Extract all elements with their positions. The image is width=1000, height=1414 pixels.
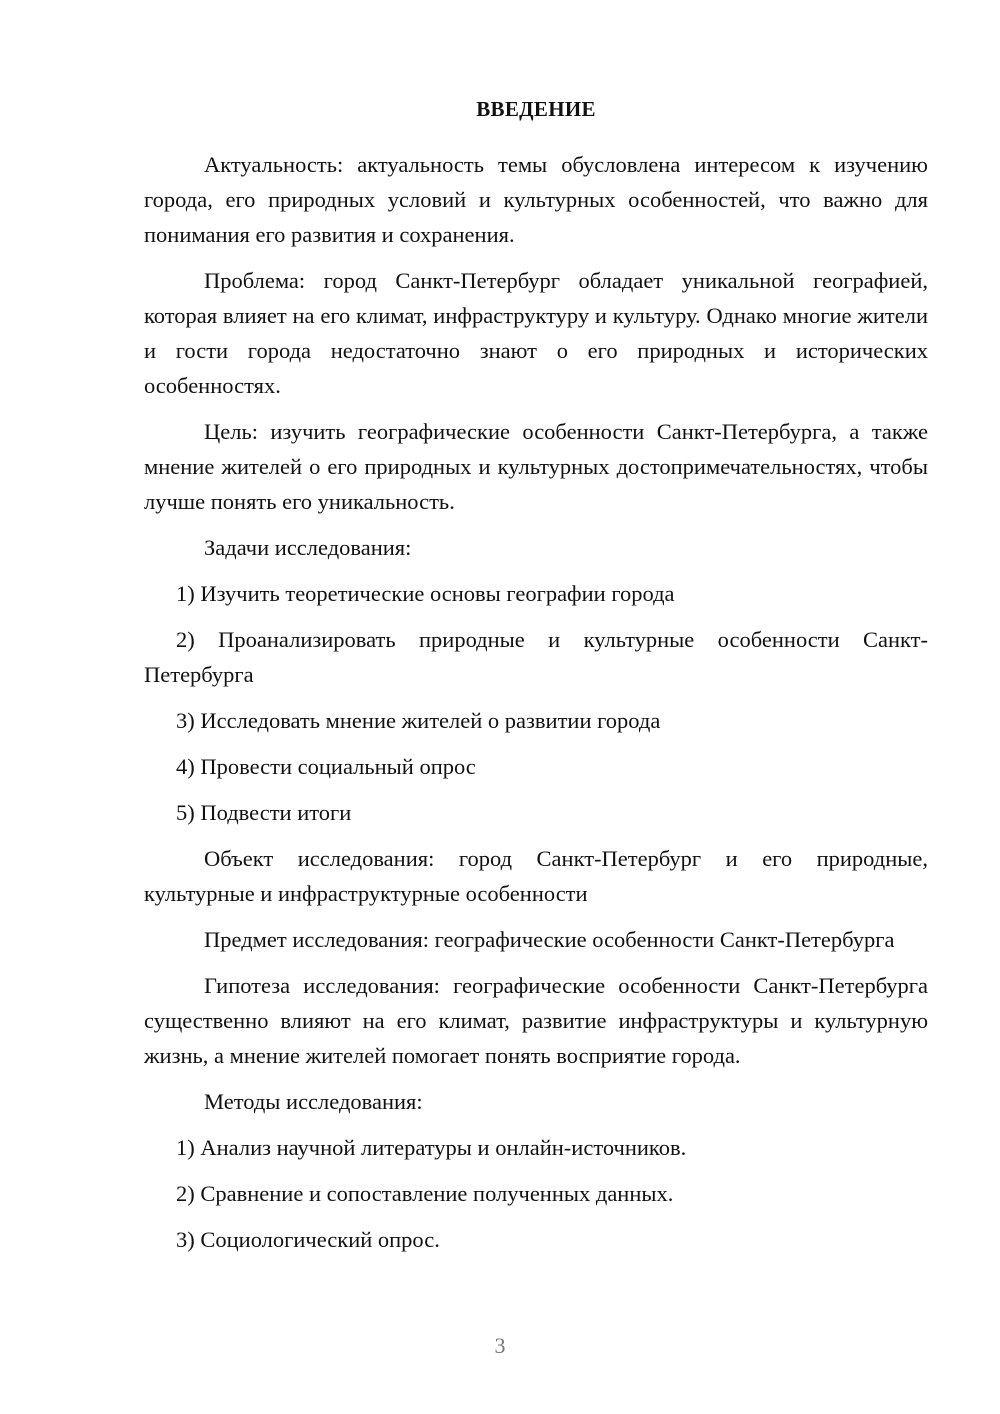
method-item: 1) Анализ научной литературы и онлайн-источников. — [176, 1135, 687, 1160]
relevance-paragraph: Актуальность: актуальность темы обусловлена интересом к изучению города, его природных условий и культурных особенностей, что важно для понимания его развития и сохранения. — [144, 152, 928, 247]
task-item: 4) Провести социальный опрос — [176, 754, 476, 779]
tasks-heading: Задачи исследования: — [204, 535, 412, 560]
object-paragraph: Объект исследования: город Санкт-Петербург и его природные, культурные и инфраструктурные особенности — [144, 846, 928, 906]
tasks-list — [144, 576, 928, 830]
page-number: 3 — [494, 1333, 506, 1358]
task-item: 1) Изучить теоретические основы географии города — [176, 581, 675, 606]
document-page — [144, 92, 928, 1268]
task-item: 3) Исследовать мнение жителей о развитии города — [176, 708, 661, 733]
methods-list — [144, 1130, 928, 1257]
goal-paragraph: Цель: изучить географические особенности Санкт-Петербурга, а также мнение жителей о его природных и культурных достопримечательностях, чтобы лучше понять его уникальность. — [144, 419, 928, 514]
subject-paragraph: Предмет исследования: географические особенности Санкт-Петербурга — [204, 927, 895, 952]
task-item: 2) Проанализировать природные и культурные особенности Санкт-Петербурга — [144, 627, 928, 687]
methods-heading: Методы исследования: — [204, 1089, 423, 1114]
problem-paragraph: Проблема: город Санкт-Петербург обладает уникальной географией, которая влияет на его климат, инфраструктуру и культуру. Однако многие жители и гости города недостаточно знают о его природных и исторических особенностях. — [144, 268, 928, 398]
method-item: 3) Социологический опрос. — [176, 1227, 440, 1252]
task-item: 5) Подвести итоги — [176, 800, 352, 825]
page-title: ВВЕДЕНИЕ — [476, 97, 596, 121]
hypothesis-paragraph: Гипотеза исследования: географические особенности Санкт-Петербурга существенно влияют на его климат, развитие инфраструктуры и культурную жизнь, а мнение жителей помогает понять восприятие города. — [144, 973, 928, 1068]
method-item: 2) Сравнение и сопоставление полученных данных. — [176, 1181, 674, 1206]
